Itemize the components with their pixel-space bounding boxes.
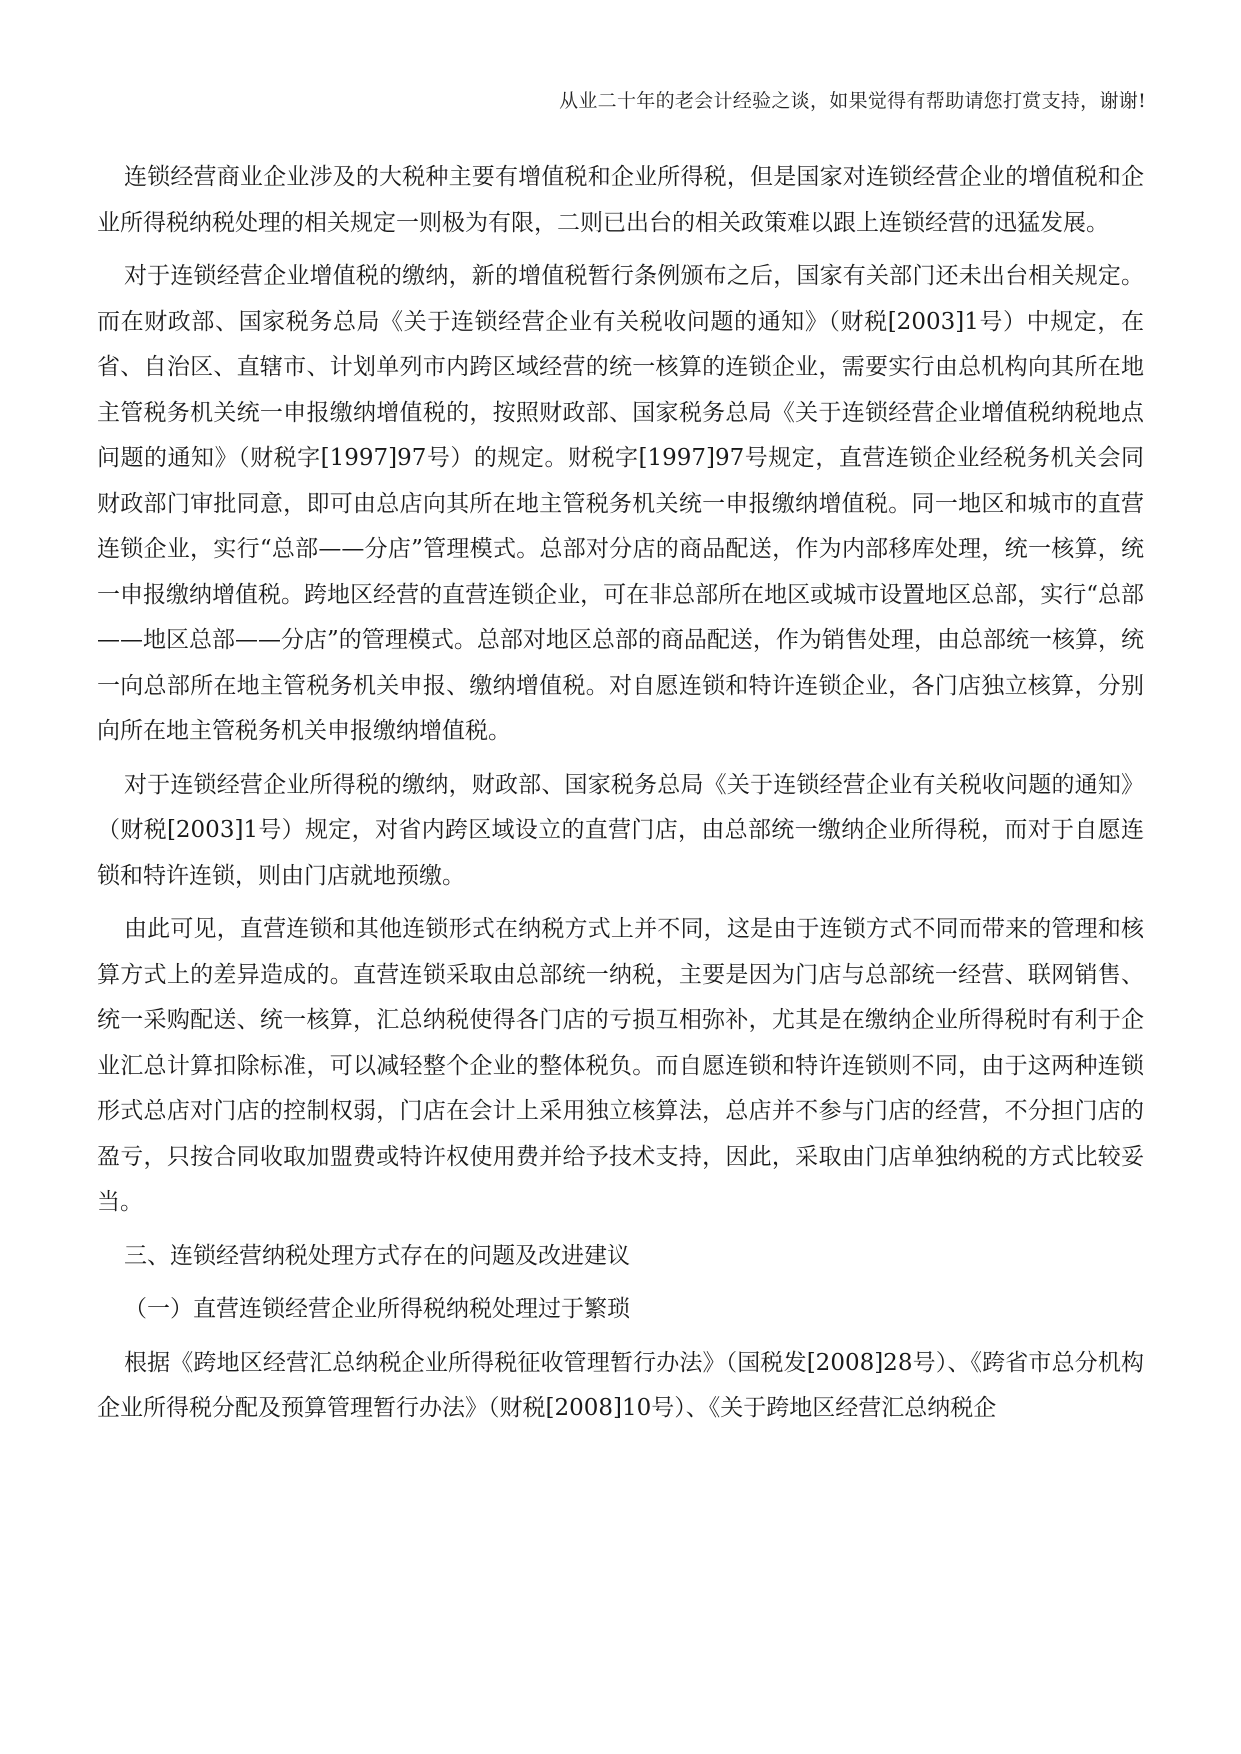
section-heading: 三、连锁经营纳税处理方式存在的问题及改进建议 [124, 1242, 630, 1269]
document-body [97, 155, 1144, 1440]
page-header-note: 从业二十年的老会计经验之谈，如果觉得有帮助请您打赏支持，谢谢! [559, 90, 1146, 112]
paragraph-regulations: 根据《跨地区经营汇总纳税企业所得税征收管理暂行办法》（国税发[2008]28号）、《跨省市总分机构企业所得税分配及预算管理暂行办法》（财税[2008]10号）、《关于跨地区经营汇总纳税企 [97, 1349, 1144, 1421]
paragraph-comparison: 由此可见，直营连锁和其他连锁形式在纳税方式上并不同，这是由于连锁方式不同而带来的管理和核算方式上的差异造成的。直营连锁采取由总部统一纳税，主要是因为门店与总部统一经营、联网销售、统一采购配送、统一核算，汇总纳税使得各门店的亏损互相弥补，尤其是在缴纳企业所得税时有利于企业汇总计算扣除标准，可以减轻整个企业的整体税负。而自愿连锁和特许连锁则不同，由于这两种连锁形式总店对门店的控制权弱，门店在会计上采用独立核算法，总店并不参与门店的经营，不分担门店的盈亏，只按合同收取加盟费或特许权使用费并给予技术支持，因此，采取由门店单独纳税的方式比较妥当。 [97, 916, 1144, 1215]
sub-heading: （一）直营连锁经营企业所得税纳税处理过于繁琐 [124, 1296, 630, 1322]
paragraph-vat-payment: 对于连锁经营企业增值税的缴纳，新的增值税暂行条例颁布之后，国家有关部门还未出台相关规定。而在财政部、国家税务总局《关于连锁经营企业有关税收问题的通知》（财税[2003]1号）中规定，在省、自治区、直辖市、计划单列市内跨区域经营的统一核算的连锁企业，需要实行由总机构向其所在地主管税务机关统一申报缴纳增值税的，按照财政部、国家税务总局《关于连锁经营企业增值税纳税地点问题的通知》（财税字[1997]97号）的规定。财税字[1997]97号规定，直营连锁企业经税务机关会同财政部门审批同意，即可由总店向其所在地主管税务机关统一申报缴纳增值税。同一地区和城市的直营连锁企业，实行“总部——分店”管理模式。总部对分店的商品配送，作为内部移库处理，统一核算，统一申报缴纳增值税。跨地区经营的直营连锁企业，可在非总部所在地区或城市设置地区总部，实行“总部——地区总部——分店”的管理模式。总部对地区总部的商品配送，作为销售处理，由总部统一核算，统一向总部所在地主管税务机关申报、缴纳增值税。对自愿连锁和特许连锁企业，各门店独立核算，分别向所在地主管税务机关申报缴纳增值税。 [97, 263, 1144, 744]
paragraph-tax-overview: 连锁经营商业企业涉及的大税种主要有增值税和企业所得税，但是国家对连锁经营企业的增值税和企业所得税纳税处理的相关规定一则极为有限，二则已出台的相关政策难以跟上连锁经营的迅猛发展。 [97, 164, 1144, 236]
paragraph-income-tax-payment: 对于连锁经营企业所得税的缴纳，财政部、国家税务总局《关于连锁经营企业有关税收问题的通知》（财税[2003]1号）规定，对省内跨区域设立的直营门店，由总部统一缴纳企业所得税，而对于自愿连锁和特许连锁，则由门店就地预缴。 [97, 771, 1144, 889]
